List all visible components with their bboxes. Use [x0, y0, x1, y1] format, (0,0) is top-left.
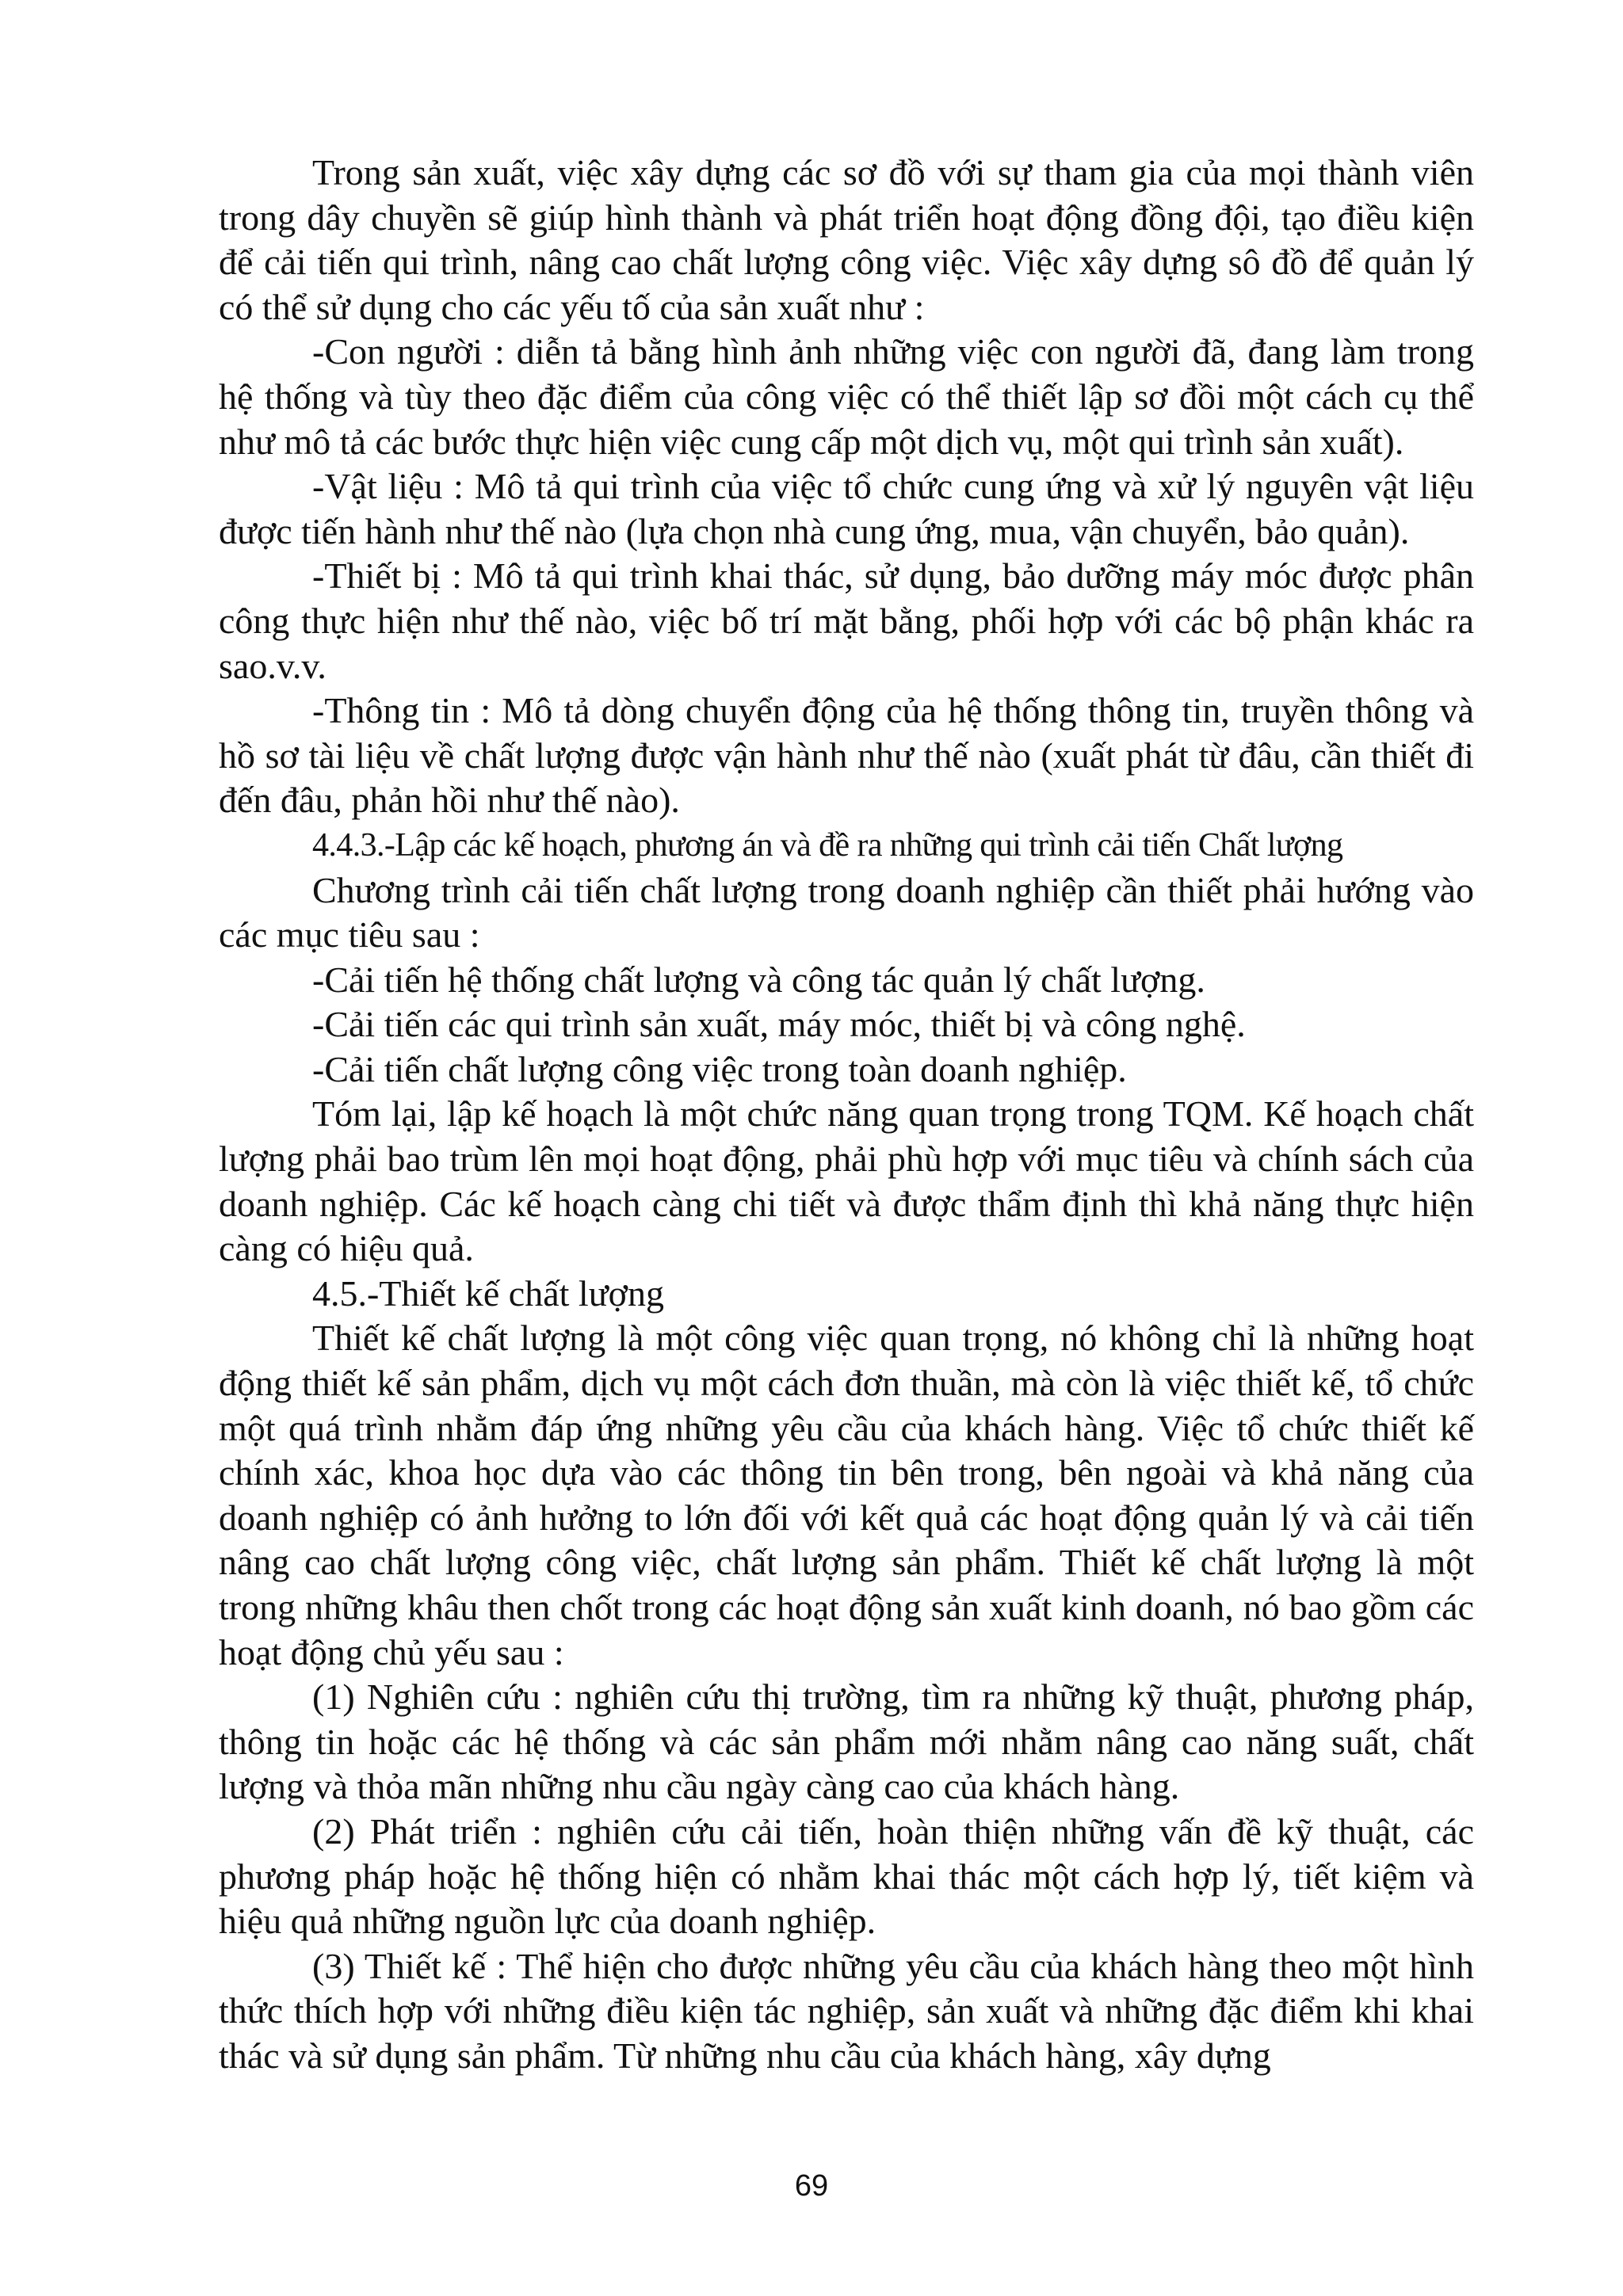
section-heading-4-5: 4.5.-Thiết kế chất lượng	[312, 1272, 664, 1314]
list-item-qui-trinh: -Cải tiến các qui trình sản xuất, máy móc, thiết bị và công nghệ.	[312, 1004, 1246, 1045]
page-body	[219, 151, 1474, 2079]
paragraph-vat-lieu: -Vật liệu : Mô tả qui trình của việc tổ chức cung ứng và xử lý nguyên vật liệu được tiến hành như thế nào (lựa chọn nhà cung ứng, mua, vận chuyển, bảo quản).	[219, 466, 1474, 551]
paragraph-tom-lai: Tóm lại, lập kế hoạch là một chức năng quan trọng trong TQM. Kế hoạch chất lượng phải bao trùm lên mọi hoạt động, phải phù hợp với mục tiêu và chính sách của doanh nghiệp. Các kế hoạch càng chi tiết và được thẩm định thì khả năng thực hiện càng có hiệu quả.	[219, 1093, 1474, 1269]
numbered-item-2: (2) Phát triển : nghiên cứu cải tiến, hoàn thiện những vấn đề kỹ thuật, các phương pháp hoặc hệ thống hiện có nhằm khai thác một cách hợp lý, tiết kiệm và hiệu quả những nguồn lực của doanh nghiệp.	[219, 1810, 1474, 1942]
page-number: 69	[794, 2169, 829, 2203]
paragraph-thiet-bi: -Thiết bị : Mô tả qui trình khai thác, sử dụng, bảo dưỡng máy móc được phân công thực hiện như thế nào, việc bố trí mặt bằng, phối hợp với các bộ phận khác ra sao.v.v.	[219, 555, 1474, 686]
numbered-item-1: (1) Nghiên cứu : nghiên cứu thị trường, tìm ra những kỹ thuật, phương pháp, thông tin hoặc các hệ thống và các sản phẩm mới nhằm nâng cao năng suất, chất lượng và thỏa mãn những nhu cầu ngày càng cao của khách hàng.	[219, 1676, 1474, 1807]
numbered-item-3: (3) Thiết kế : Thể hiện cho được những yêu cầu của khách hàng theo một hình thức thích hợp với những điều kiện tác nghiệp, sản xuất và những đặc điểm khi khai thác và sử dụng sản phẩm. Từ những nhu cầu của khách hàng, xây dựng	[219, 1945, 1474, 2076]
paragraph-thiet-ke-chat-luong: Thiết kế chất lượng là một công việc quan trọng, nó không chỉ là những hoạt động thiết kế sản phẩm, dịch vụ một cách đơn thuần, mà còn là việc thiết kế, tổ chức một quá trình nhằm đáp ứng những yêu cầu của khách hàng. Việc tổ chức thiết kế chính xác, khoa học dựa vào các thông tin bên trong, bên ngoài và khả năng của doanh nghiệp có ảnh hưởng to lớn đối với kết quả các hoạt động quản lý và cải tiến nâng cao chất lượng công việc, chất lượng sản phẩm. Thiết kế chất lượng là một trong những khâu then chốt trong các hoạt động sản xuất kinh doanh, nó bao gồm các hoạt động chủ yếu sau :	[219, 1318, 1474, 1672]
list-item-he-thong: -Cải tiến hệ thống chất lượng và công tác quản lý chất lượng.	[312, 959, 1205, 1000]
paragraph-chuong-trinh: Chương trình cải tiến chất lượng trong doanh nghiệp cần thiết phải hướng vào các mục tiêu sau :	[219, 869, 1474, 955]
paragraph-intro: Trong sản xuất, việc xây dựng các sơ đồ với sự tham gia của mọi thành viên trong dây chuyền sẽ giúp hình thành và phát triển hoạt động đồng đội, tạo điều kiện để cải tiến qui trình, nâng cao chất lượng công việc. Việc xây dựng sô đồ để quản lý có thể sử dụng cho các yếu tố của sản xuất như :	[219, 152, 1474, 327]
paragraph-con-nguoi: -Con người : diễn tả bằng hình ảnh những việc con người đã, đang làm trong hệ thống và tùy theo đặc điểm của công việc có thể thiết lập sơ đồi một cách cụ thể như mô tả các bước thực hiện việc cung cấp một dịch vụ, một qui trình sản xuất).	[219, 331, 1474, 462]
list-item-cong-viec: -Cải tiến chất lượng công việc trong toàn doanh nghiệp.	[312, 1048, 1127, 1089]
paragraph-thong-tin: -Thông tin : Mô tả dòng chuyển động của hệ thống thông tin, truyền thông và hồ sơ tài liệu về chất lượng được vận hành như thế nào (xuất phát từ đâu, cần thiết đi đến đâu, phản hồi như thế nào).	[219, 690, 1474, 821]
section-heading-4-4-3: 4.4.3.-Lập các kế hoạch, phương án và đề ra những qui trình cải tiến Chất lượng	[312, 826, 1343, 864]
